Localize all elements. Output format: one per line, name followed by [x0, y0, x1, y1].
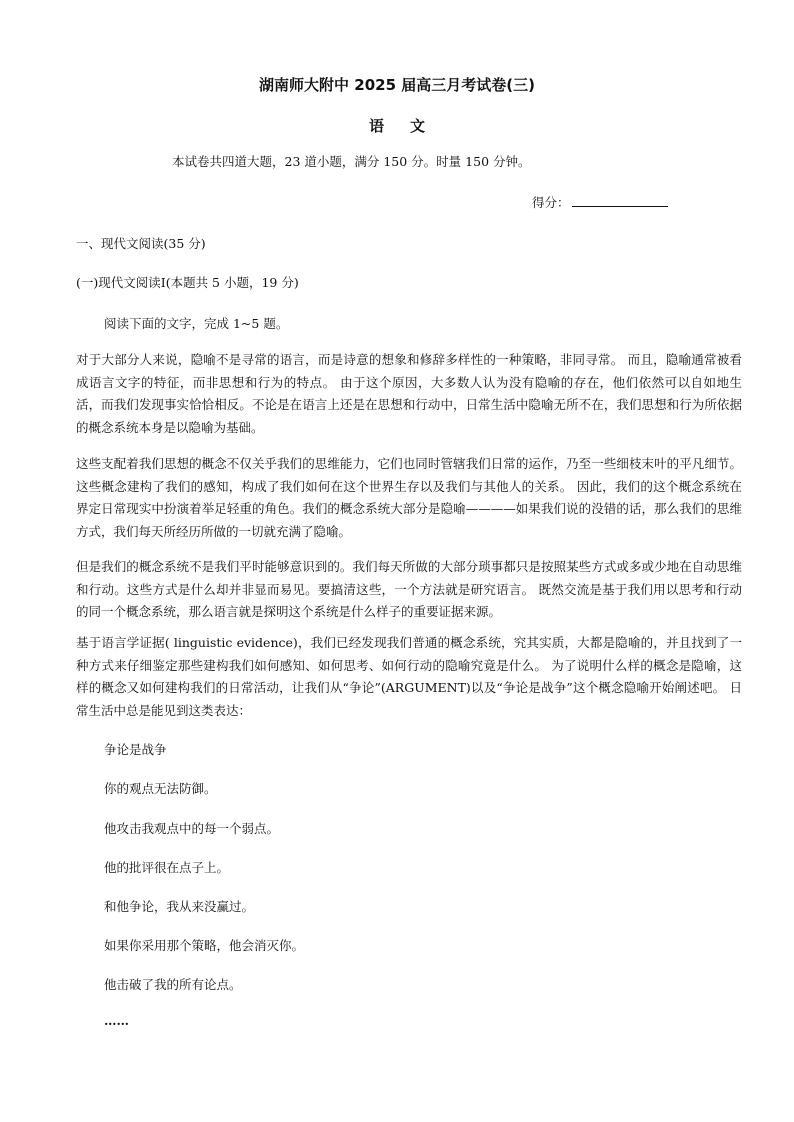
subject-title: 语文 [368, 117, 451, 135]
example-ellipsis: …… [104, 1013, 129, 1028]
reading-instruction: 阅读下面的文字，完成 1~5 题。 [104, 316, 289, 331]
example-line: 如果你采用那个策略，他会消灭你。 [104, 938, 305, 953]
subsection-heading: (一)现代文阅读Ⅰ(本题共 5 小题，19 分) [76, 275, 299, 290]
exam-intro: 本试卷共四道大题，23 道小题，满分 150 分。时量 150 分钟。 [172, 154, 531, 169]
paragraph-1: 对于大部分人来说，隐喻不是寻常的语言，而是诗意的想象和修辞多样性的一种策略，非同寻常。 而且，隐喻通常被看成语言文字的特征，而非思想和行为的特点。 由于这个原因，大多数人认为没有隐喻的存在，他们依然可以自如地生活，而我们发现事实恰恰相反。不论是在语言上还是在思想和行动中，日常生活中隐喻无所不在，我们思想和行为所依据的概念系统本身是以隐喻为基础。 [76, 352, 742, 435]
score-label: 得分： [532, 195, 570, 210]
example-line: 争论是战争 [104, 742, 167, 757]
paragraph-3: 但是我们的概念系统不是我们平时能够意识到的。我们每天所做的大部分琐事都只是按照某些方式或多或少地在自动思维和行动。这些方式是什么却并非显而易见。要搞清这些，一个方法就是研究语言。 既然交流是基于我们用以思考和行动的同一个概念系统，那么语言就是探明这个系统是什么样子的重要证据来源。 [76, 559, 742, 619]
paragraph-2: 这些支配着我们思想的概念不仅关乎我们的思维能力，它们也同时管辖我们日常的运作，乃至一些细枝末叶的平凡细节。这些概念建构了我们的感知，构成了我们如何在这个世界生存以及我们与其他人的关系。 因此，我们的这个概念系统在界定日常现实中扮演着举足轻重的角色。我们的概念系统大部分是隐喻————如果我们说的没错的话，那么我们的思维方式，我们每天所经历所做的一切就充满了隐喻。 [76, 456, 742, 539]
score-blank [572, 193, 668, 207]
score-line [532, 193, 668, 211]
example-line: 你的观点无法防御。 [104, 781, 217, 796]
example-line: 和他争论，我从来没赢过。 [104, 899, 255, 914]
example-line: 他击破了我的所有论点。 [104, 977, 242, 992]
paragraph-4: 基于语言学证据( linguistic evidence)，我们已经发现我们普通的概念系统，究其实质，大都是隐喻的，并且找到了一种方式来仔细鉴定那些建构我们如何感知、如何思考、如何行动的隐喻究竟是什么。 为了说明什么样的概念是隐喻，这样的概念又如何建构我们的日常活动，让我们从“争论”(ARGUMENT)以及“争论是战争”这个概念隐喻开始阐述吧。 日常生活中总是能见到这类表达： [76, 635, 742, 718]
example-line: 他的批评很在点子上。 [104, 860, 230, 875]
example-line: 他攻击我观点中的每一个弱点。 [104, 821, 280, 836]
section-heading: 一、现代文阅读(35 分) [76, 236, 206, 251]
exam-title: 湖南师大附中 2025 届高三月考试卷(三) [259, 76, 535, 94]
